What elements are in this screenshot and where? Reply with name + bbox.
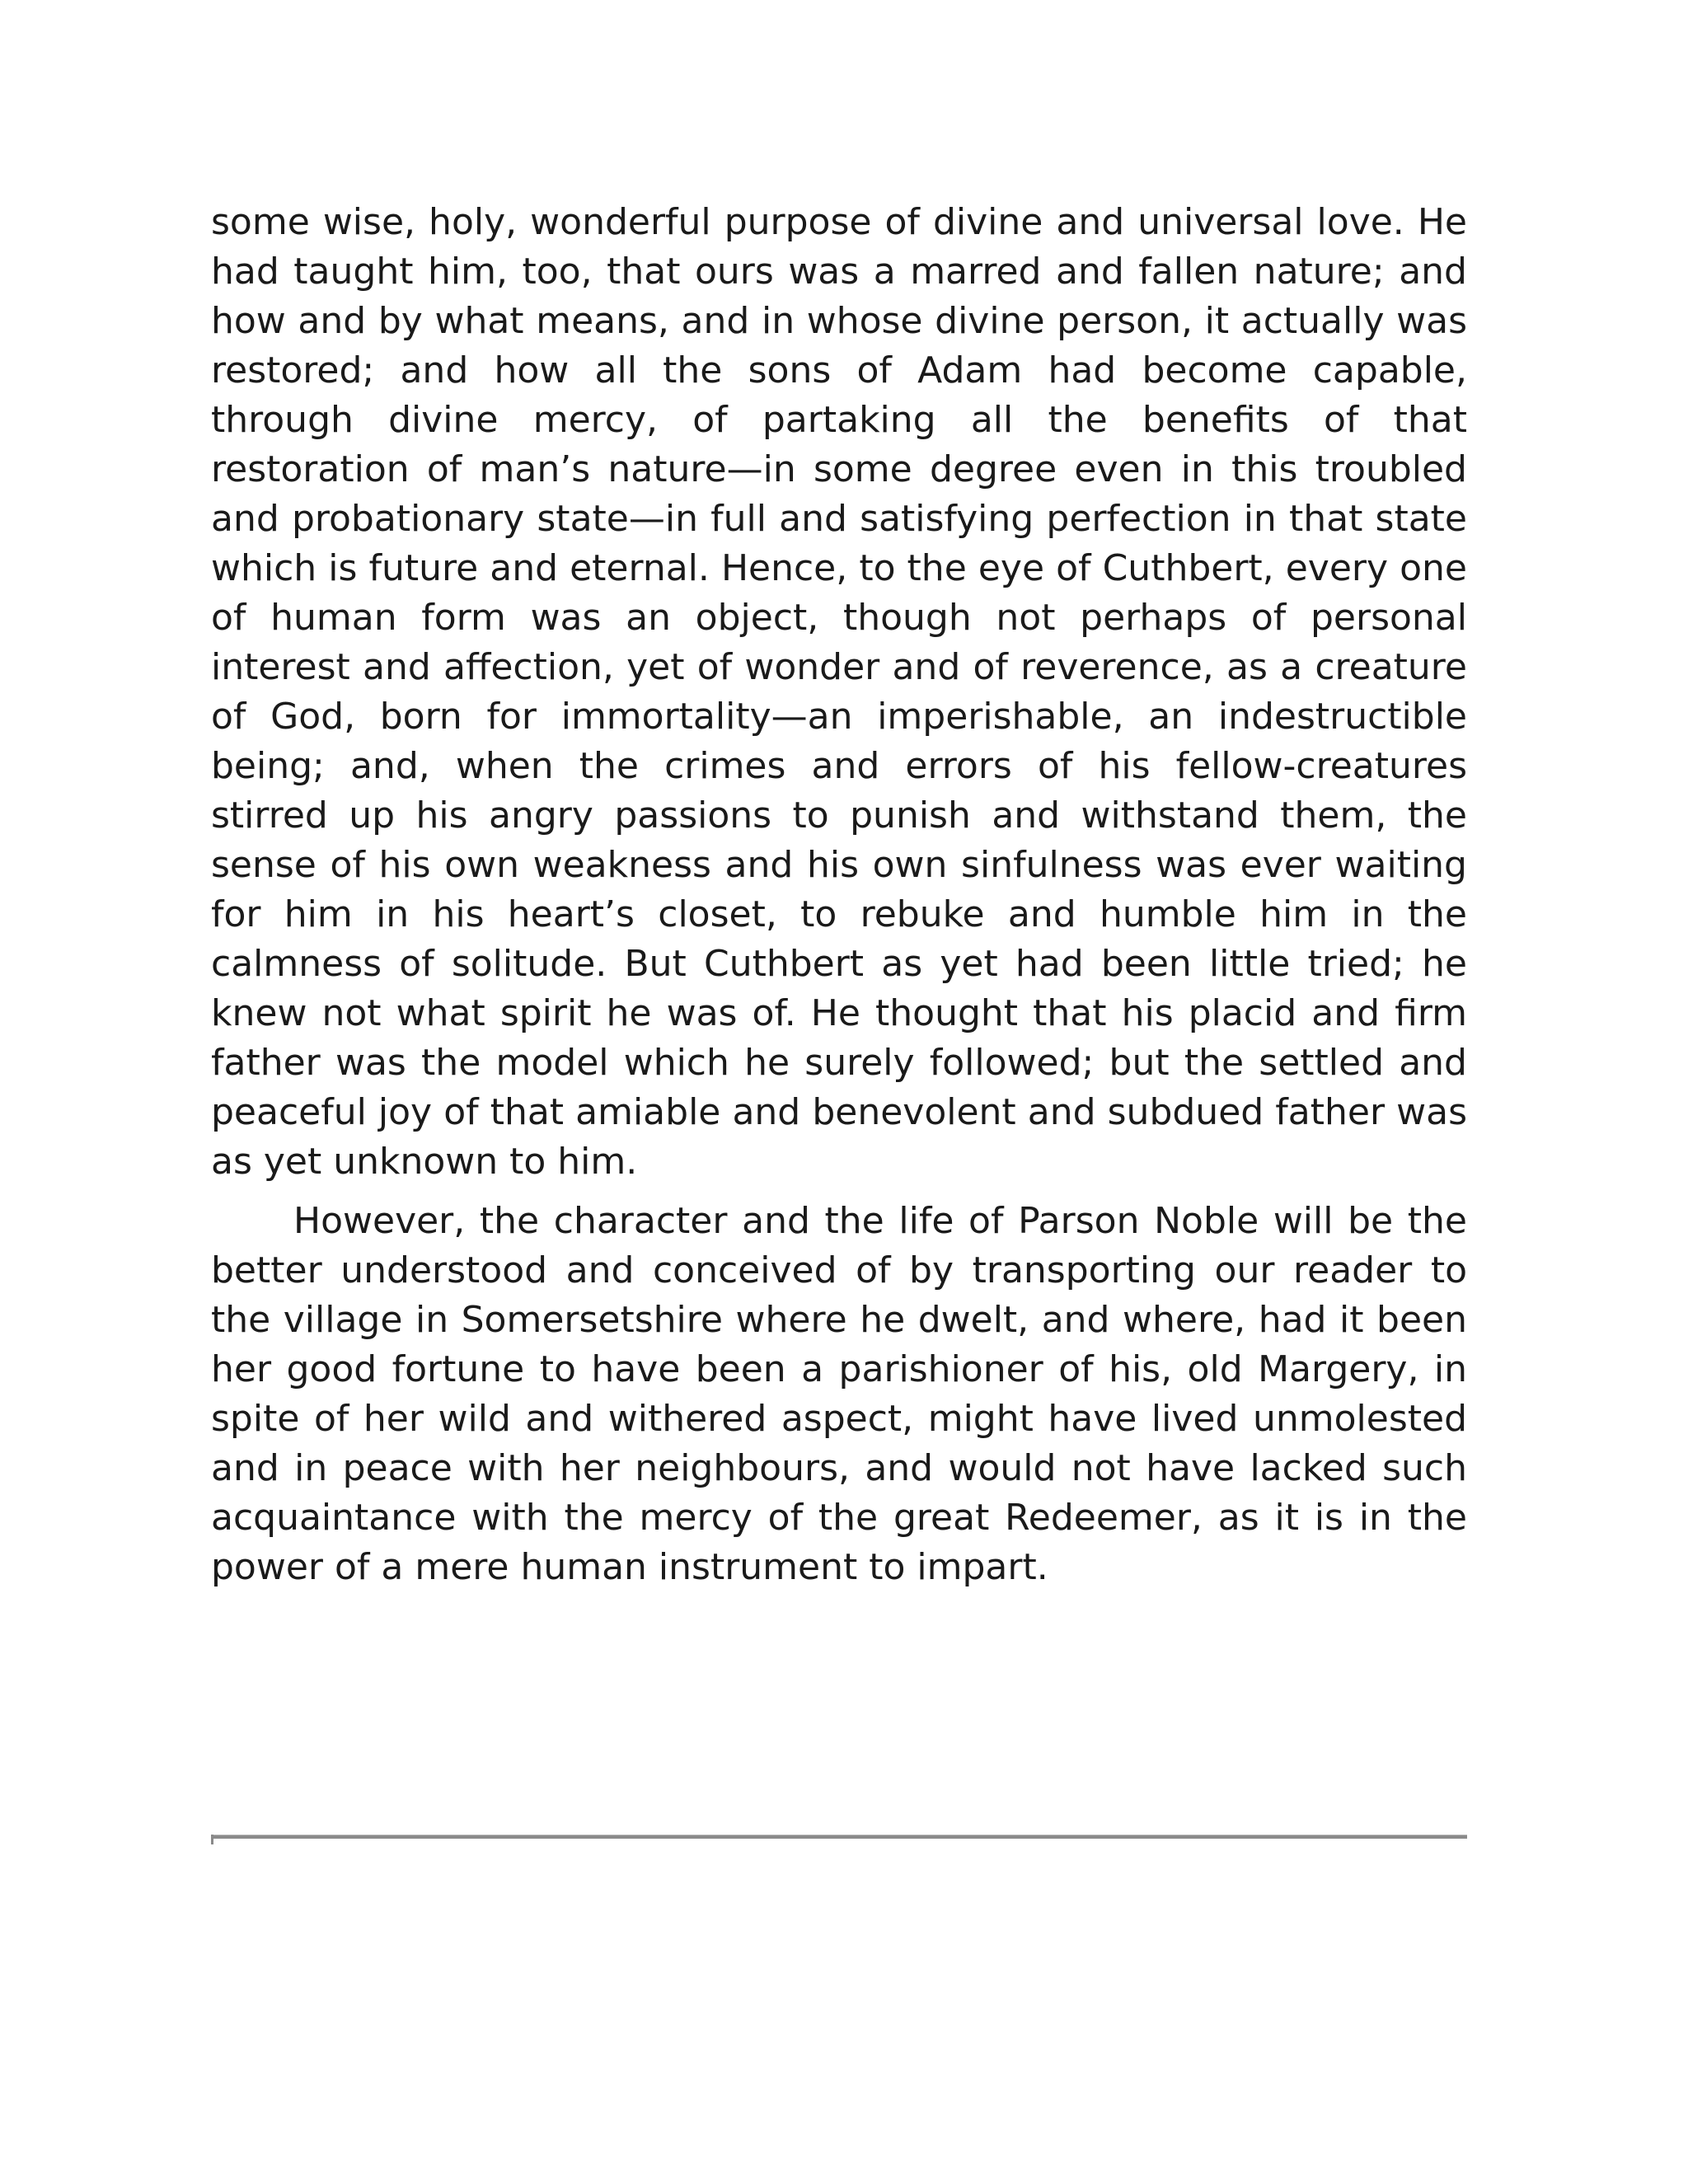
body-text bbox=[211, 198, 1467, 1592]
footer-rule bbox=[211, 1835, 1467, 1839]
paragraph-continued: some wise, holy, wonderful purpose of divine and universal love. He had taught him, too, that ours was a marred and fallen nature; and how and by what means, and in whose divine person, it actually was restored; and how all the sons of Adam had become capable, through divine mercy, of partaking all the benefits of that restoration of man’s nature—in some degree even in this troubled and probationary state—in full and satisfying perfection in that state which is future and eternal. Hence, to the eye of Cuthbert, every one of human form was an object, though not perhaps of personal interest and affection, yet of wonder and of reverence, as a creature of God, born for immortality—an imperishable, an indestructible being; and, when the crimes and errors of his fellow-creatures stirred up his angry passions to punish and withstand them, the sense of his own weakness and his own sinfulness was ever waiting for him in his heart’s closet, to rebuke and humble him in the calmness of solitude. But Cuthbert as yet had been little tried; he knew not what spirit he was of. He thought that his placid and firm father was the model which he surely followed; but the settled and peaceful joy of that amiable and benevolent and subdued father was as yet unknown to him. bbox=[211, 201, 1467, 1183]
footer-rule-tick bbox=[211, 1835, 213, 1844]
paragraph-parson-noble: However, the character and the life of Parson Noble will be the better understood and conceived of by transporting our reader to the village in Somersetshire where he dwelt, and where, had it been her good fortune to have been a parishioner of his, old Margery, in spite of her wild and withered aspect, might have lived unmolested and in peace with her neighbours, and would not have lacked such acquaintance with the mercy of the great Redeemer, as it is in the power of a mere human instrument to impart. bbox=[211, 1200, 1467, 1588]
